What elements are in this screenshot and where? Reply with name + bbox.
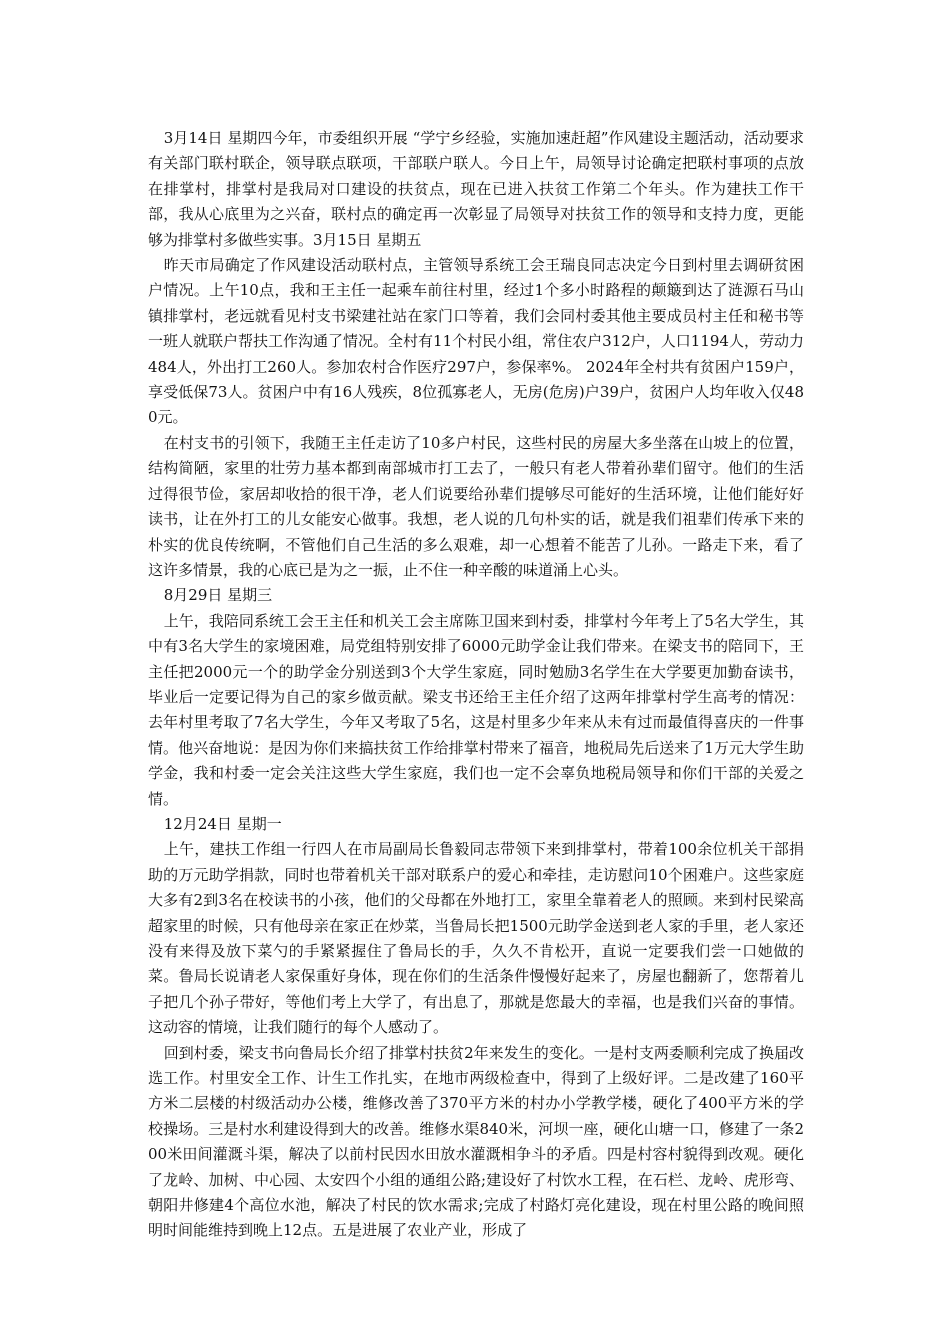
paragraph-1: 昨天市局确定了作风建设活动联村点，主管领导系统工会王瑞良同志决定今日到村里去调研贫困户情况。上午10点，我和王主任一起乘车前往村里，经过1个多小时路程的颠簸到达了涟源石马山镇排掌村，老远就看见村支书梁建社站在家门口等着，我们会同村委其他主要成员村主任和秘书等一班人就联户帮扶工作沟通了情况。全村有11个村民小组，常住农户312户，人口1194人，劳动力484人，外出打工260人。参加农村合作医疗297户，参保率%。 2024年全村共有贫困户159户，享受低保73人。贫困户中有16人残疾，8位孤寡老人，无房(危房)户39户，贫困户人均年收入仅480元。 xyxy=(148,256,804,427)
date-heading-aug-29: 8月29日 星期三 xyxy=(163,586,273,605)
date-heading-dec-24: 12月24日 星期一 xyxy=(163,814,282,833)
paragraph-2: 在村支书的引领下，我随王主任走访了10多户村民，这些村民的房屋大多坐落在山坡上的位置，结构简陋，家里的壮劳力基本都到南部城市打工去了，一般只有老人带着孙辈们留守。他们的生活过得很节俭，家居却收拾的很干净，老人们说要给孙辈们提够尽可能好的生活环境，让他们能好好读书，让在外打工的儿女能安心做事。我想，老人说的几句朴实的话，就是我们祖辈们传承下来的朴实的优良传统啊，不管他们自己生活的多么艰难，却一心想着不能苦了儿孙。一路走下来，看了这许多情景，我的心底已是为之一振，止不住一种辛酸的味道涌上心头。 xyxy=(148,433,804,579)
paragraph-4: 上午，我陪同系统工会王主任和机关工会主席陈卫国来到村委，排掌村今年考上了5名大学生，其中有3名大学生的家境困难，局党组特别安排了6000元助学金让我们带来。在梁支书的陪同下，王主任把2000元一个的助学金分别送到3个大学生家庭，同时勉励3名学生在大学要更加勤奋读书，毕业后一定要记得为自己的家乡做贡献。梁支书还给王主任介绍了这两年排掌村学生高考的情况：去年村里考取了7名大学生，今年又考取了5名，这是村里多少年来从未有过而最值得喜庆的一件事情。他兴奋地说：是因为你们来搞扶贫工作给排掌村带来了福音，地税局先后送来了1万元大学生助学金，我和村委一定会关注这些大学生家庭，我们也一定不会辜负地税局领导和你们干部的关爱之情。 xyxy=(148,611,804,808)
paragraph-0: 3月14日 星期四今年，市委组织开展 “学宁乡经验，实施加速赶超”作风建设主题活动，活动要求有关部门联村联企，领导联点联项，干部联户联人。今日上午，局领导讨论确定把联村事项的点放在排掌村，排掌村是我局对口建设的扶贫点，现在已进入扶贫工作第二个年头。作为建扶工作干部，我从心底里为之兴奋，联村点的确定再一次彰显了局领导对扶贫工作的领导和支持力度，更能够为排掌村多做些实事。3月15日 星期五 xyxy=(148,129,804,249)
paragraph-7: 回到村委，梁支书向鲁局长介绍了排掌村扶贫2年来发生的变化。一是村支两委顺利完成了换届改选工作。村里安全工作、计生工作扎实，在地市两级检查中，得到了上级好评。二是改建了160平方米二层楼的村级活动办公楼，维修改善了370平方米的村办小学教学楼，硬化了400平方米的学校操场。三是村水利建设得到大的改善。维修水渠840米，河坝一座，硬化山塘一口，修建了一条200米田间灌溉斗渠，解决了以前村民因水田放水灌溉相争斗的矛盾。四是村容村貌得到改观。硬化了龙岭、加树、中心园、太安四个小组的通组公路;建设好了村饮水工程，在石栏、龙岭、虎形弯、朝阳井修建4个高位水池，解决了村民的饮水需求;完成了村路灯亮化建设，现在村里公路的晚间照明时间能维持到晚上12点。五是进展了农业产业，形成了 xyxy=(148,1043,804,1240)
paragraph-6: 上午，建扶工作组一行四人在市局副局长鲁毅同志带领下来到排掌村，带着100余位机关干部捐助的万元助学捐款，同时也带着机关干部对联系户的爱心和牵挂，走访慰问10个困难户。这些家庭大多有2到3名在校读书的小孩，他们的父母都在外地打工，家里全靠着老人的照顾。来到村民梁高超家里的时候，只有他母亲在家正在炒菜，当鲁局长把1500元助学金送到老人家的手里，老人家还没有来得及放下菜勺的手紧紧握住了鲁局长的手，久久不肯松开，直说一定要我们尝一口她做的菜。鲁局长说请老人家保重好身体，现在你们的生活条件慢慢好起来了，房屋也翻新了，您帮着儿子把几个孙子带好，等他们考上大学了，有出息了，那就是您最大的幸福，也是我们兴奋的事情。这动容的情境，让我们随行的每个人感动了。 xyxy=(148,840,804,1037)
document-body xyxy=(148,126,804,1244)
